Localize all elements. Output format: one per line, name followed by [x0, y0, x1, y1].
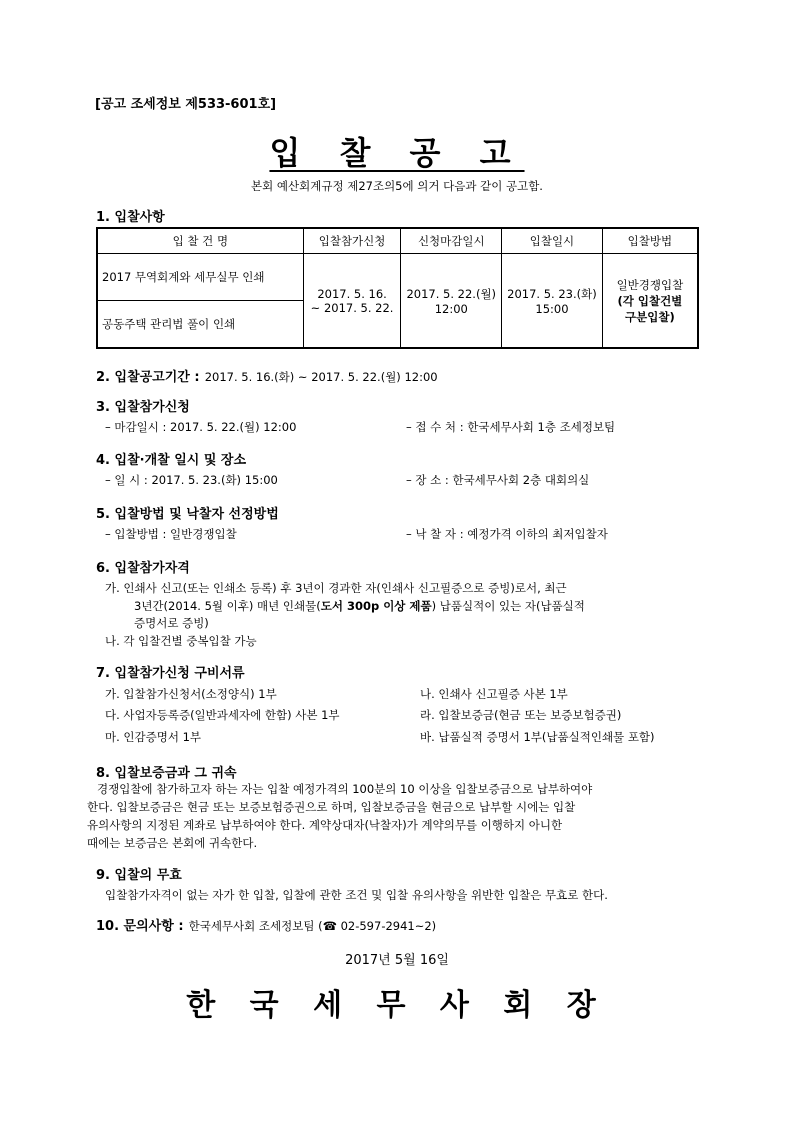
deposit-paragraph	[87, 780, 699, 852]
qualification-ga-line3: 증명서로 증빙)	[134, 616, 209, 630]
title-text: 입 찰 공 고	[269, 134, 525, 172]
doc-ga: 가. 입찰참가신청서(소정양식) 1부	[105, 687, 277, 701]
header-item-name: 입 찰 건 명	[97, 228, 303, 254]
apply-line-2: ~ 2017. 5. 22.	[310, 300, 394, 315]
section-10-heading: 10. 문의사항 :	[96, 919, 184, 934]
deposit-line-4: 때에는 보증금은 본회에 귀속한다.	[87, 836, 258, 850]
section-6-heading: 6. 입찰참가자격	[96, 561, 190, 576]
section-3-left: – 마감일시 : 2017. 5. 22.(월) 12:00	[105, 420, 297, 434]
method-line-1: 일반경쟁입찰	[616, 277, 684, 292]
bid-date-line-1: 2017. 5. 23.(화)	[507, 286, 597, 301]
deposit-line-2: 한다. 입찰보증금은 현금 또는 보증보험증권으로 하며, 입찰보증금을 현금으로 납부할 시에는 입찰	[87, 800, 576, 814]
page-title	[0, 128, 794, 174]
section-9-heading: 9. 입찰의 무효	[96, 868, 182, 883]
header-deadline: 신청마감일시	[401, 228, 502, 254]
section-2-heading: 2. 입찰공고기간 :	[96, 370, 200, 385]
section-2	[96, 366, 438, 385]
section-2-text: 2017. 5. 16.(화) ~ 2017. 5. 22.(월) 12:00	[204, 370, 438, 384]
section-4-heading: 4. 입찰·개찰 일시 및 장소	[96, 453, 247, 468]
section-3-heading: 3. 입찰참가신청	[96, 400, 190, 415]
doc-ba: 바. 납품실적 증명서 1부(납품실적인쇄물 포함)	[420, 730, 655, 744]
doc-da: 다. 사업자등록증(일반과세자에 한함) 사본 1부	[105, 708, 340, 722]
section-5-right: – 낙 찰 자 : 예정가격 이하의 최저입찰자	[406, 527, 608, 541]
section-5-heading: 5. 입찰방법 및 낙찰자 선정방법	[96, 507, 279, 522]
section-4-left: – 일 시 : 2017. 5. 23.(화) 15:00	[105, 473, 278, 487]
table-header-row	[97, 228, 698, 254]
section-9-text: 입찰참가자격이 없는 자가 한 입찰, 입찰에 관한 조건 및 입찰 유의사항을 위반한 입찰은 무효로 한다.	[105, 888, 608, 902]
bid-date-line-2: 15:00	[535, 301, 569, 316]
header-bid-date: 입찰일시	[502, 228, 603, 254]
qualification-ga-line2	[134, 598, 585, 614]
apply-line-1: 2017. 5. 16.	[317, 286, 387, 301]
bid-items-table	[96, 227, 699, 349]
doc-ma: 마. 인감증명서 1부	[105, 730, 202, 744]
section-10-text: 한국세무사회 조세정보팀 (☎ 02-597-2941~2)	[188, 919, 437, 933]
bid-date	[502, 254, 603, 349]
doc-na: 나. 인쇄사 신고필증 사본 1부	[420, 687, 568, 701]
method-line-3: 구분입찰)	[625, 309, 675, 324]
organization-name: 한 국 세 무 사 회 장	[186, 988, 608, 1023]
header-method: 입찰방법	[602, 228, 698, 254]
method-line-2: (각 입찰건별	[617, 293, 683, 308]
deadline-line-1: 2017. 5. 22.(월)	[406, 286, 497, 301]
section-1-heading: 1. 입찰사항	[96, 210, 165, 225]
section-3-right: – 접 수 처 : 한국세무사회 1층 조세정보팀	[406, 420, 616, 434]
section-8-heading: 8. 입찰보증금과 그 귀속	[96, 766, 237, 781]
section-4-right: – 장 소 : 한국세무사회 2층 대회의실	[406, 473, 590, 487]
deposit-line-1: 경쟁입찰에 참가하고자 하는 자는 입찰 예정가격의 100분의 10 이상을 입찰보증금으로 납부하여야	[97, 782, 593, 796]
notice-date: 2017년 5월 16일	[345, 953, 449, 968]
intro-text: 본회 예산회계규정 제27조의5에 의거 다음과 같이 공고함.	[251, 179, 543, 193]
item-name-2: 공동주택 관리법 풀이 인쇄	[97, 301, 303, 349]
section-5-left: – 입찰방법 : 일반경쟁입찰	[105, 527, 237, 541]
qualification-ga-line2-b: ) 납품실적이 있는 자(납품실적	[431, 599, 585, 613]
deposit-line-3: 유의사항의 지정된 계좌로 납부하여야 한다. 계약상대자(낙찰자)가 계약의무를 이행하지 아니한	[87, 818, 563, 832]
header-apply: 입찰참가신청	[303, 228, 401, 254]
qualification-na: 나. 각 입찰건별 중복입찰 가능	[105, 634, 257, 648]
deadline	[401, 254, 502, 349]
table-row	[97, 254, 698, 301]
apply-period	[303, 254, 401, 349]
notice-number: [공고 조세정보 제533-601호]	[95, 97, 277, 112]
section-10	[96, 915, 436, 934]
deadline-line-2: 12:00	[434, 301, 468, 316]
bid-method	[602, 254, 698, 349]
qualification-ga-line2-a: 3년간(2014. 5월 이후) 매년 인쇄물(	[134, 599, 321, 613]
item-name-1: 2017 무역회계와 세무실무 인쇄	[97, 254, 303, 301]
qualification-ga-line2-bold: 도서 300p 이상 제품	[320, 599, 432, 613]
section-7-heading: 7. 입찰참가신청 구비서류	[96, 666, 245, 681]
doc-ra: 라. 입찰보증금(현금 또는 보증보험증권)	[420, 708, 622, 722]
qualification-ga-line1: 가. 인쇄사 신고(또는 인쇄소 등록) 후 3년이 경과한 자(인쇄사 신고필증으로 증빙)로서, 최근	[105, 581, 567, 595]
